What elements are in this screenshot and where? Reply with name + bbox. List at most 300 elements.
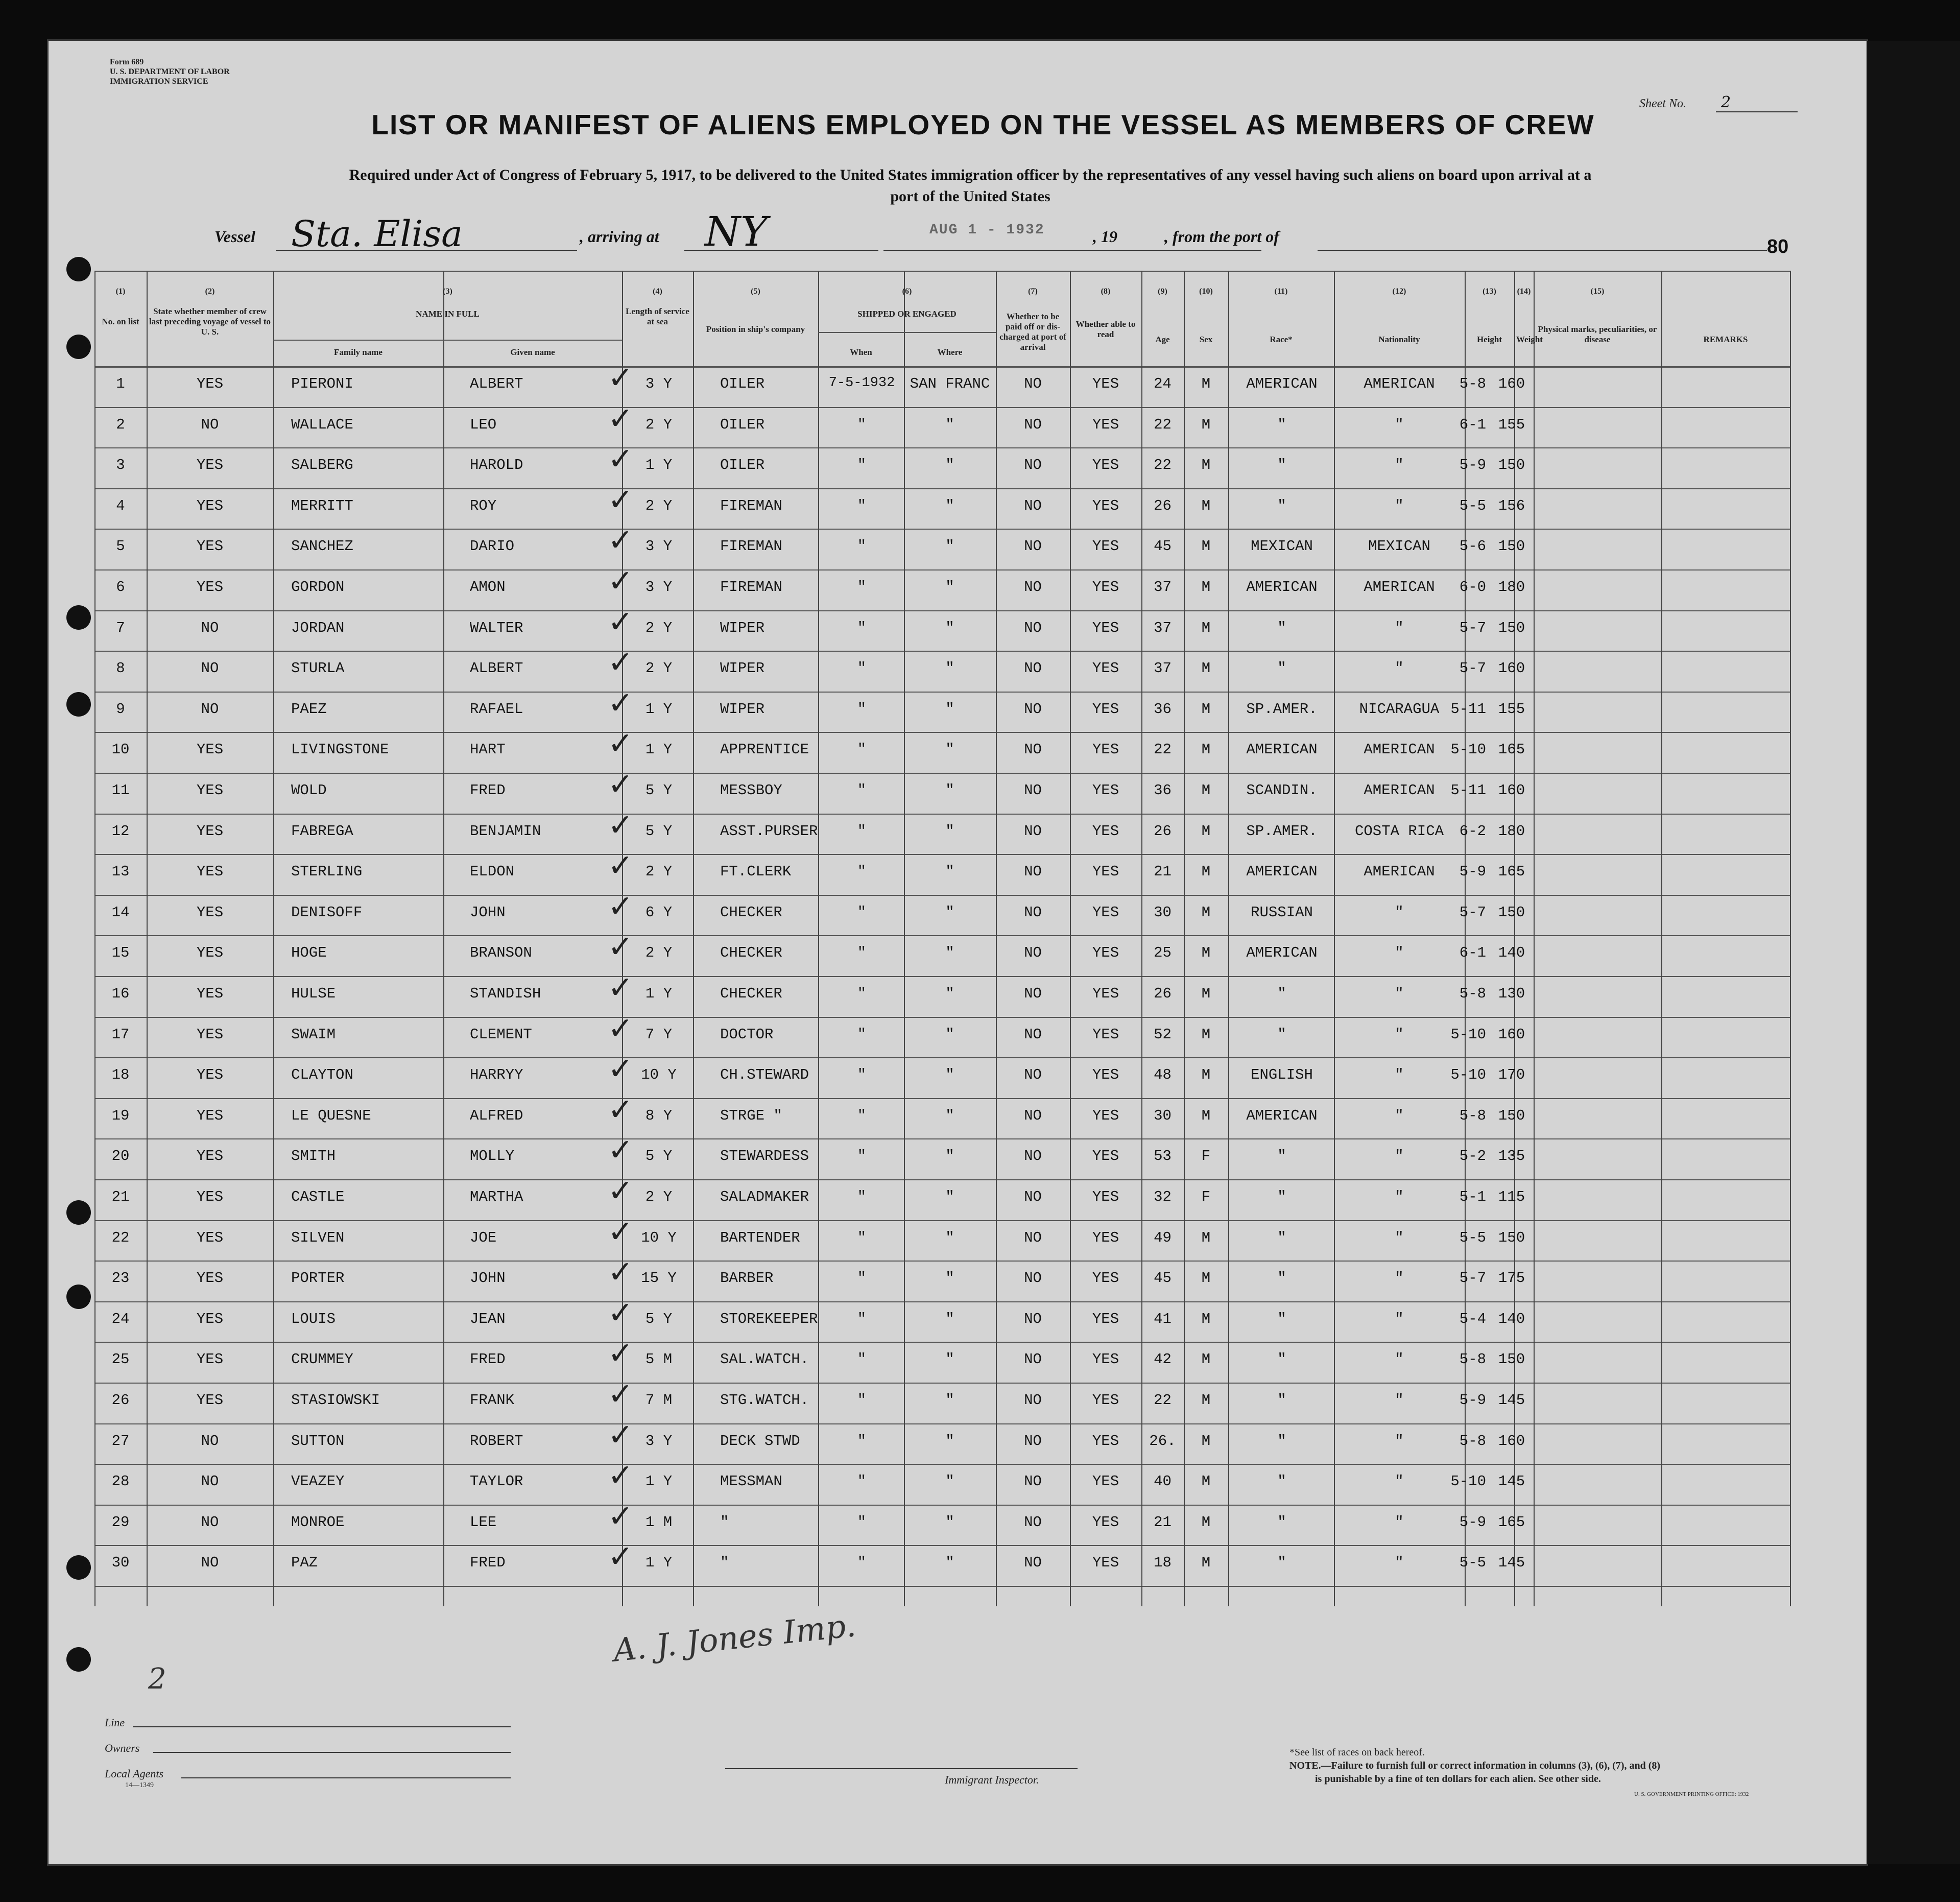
arriving-port: NY	[705, 208, 768, 255]
cell-race: "	[1277, 1554, 1286, 1572]
cell-sex: M	[1201, 700, 1211, 718]
cell-family-name: STERLING	[291, 863, 363, 881]
cell-where: "	[945, 782, 954, 799]
cell-nationality: "	[1395, 1066, 1404, 1084]
cell-family-name: LOUIS	[291, 1310, 336, 1327]
cell-paid-off: NO	[1024, 416, 1042, 433]
cell-position: BARTENDER	[720, 1229, 800, 1246]
cell-race: "	[1277, 1026, 1286, 1043]
cell-service: 5 Y	[645, 1310, 673, 1327]
cell-sex: M	[1201, 660, 1211, 677]
col-no-number: (1)	[115, 287, 126, 296]
cell-given-name: FRED	[470, 1351, 506, 1368]
cell-state: YES	[196, 863, 224, 881]
cell-position: CHECKER	[720, 944, 782, 962]
cell-able-read: YES	[1092, 822, 1119, 840]
cell-able-read: YES	[1092, 1229, 1119, 1246]
cell-height: 5-9	[1459, 1392, 1486, 1409]
cell-where: "	[945, 1432, 954, 1449]
cell-where: "	[945, 660, 954, 677]
cell-where: "	[945, 863, 954, 881]
local-agents-label: Local Agents	[105, 1767, 164, 1780]
cell-where: "	[945, 1107, 954, 1124]
cell-age: 37	[1154, 619, 1172, 636]
cell-service: 7 M	[645, 1392, 673, 1409]
cell-service: 2 Y	[645, 619, 673, 636]
cell-height: 5-8	[1459, 375, 1486, 392]
col-service-number: (4)	[653, 287, 662, 296]
cell-nationality: "	[1395, 904, 1404, 921]
cell-no: 20	[111, 1148, 130, 1165]
cell-nationality: "	[1395, 619, 1404, 636]
cell-race: "	[1277, 1148, 1286, 1165]
cell-no: 14	[111, 904, 130, 921]
cell-age: 21	[1154, 1513, 1172, 1531]
cell-no: 4	[116, 497, 125, 514]
cell-sex: M	[1201, 1473, 1211, 1490]
cell-height: 5-10	[1450, 1473, 1486, 1490]
tally-checkmark: ✓	[608, 1173, 634, 1209]
cell-state: NO	[201, 700, 219, 718]
cell-weight: 145	[1498, 1554, 1525, 1572]
cell-age: 18	[1154, 1554, 1172, 1572]
cell-race: "	[1277, 1270, 1286, 1287]
cell-when: "	[857, 1188, 867, 1205]
cell-when: "	[857, 660, 867, 677]
cell-family-name: STASIOWSKI	[291, 1392, 380, 1409]
form-identifier	[110, 57, 230, 86]
cell-race: AMERICAN	[1246, 863, 1318, 881]
col-height-header: Height	[1476, 335, 1502, 344]
cell-no: 28	[111, 1473, 130, 1490]
cell-able-read: YES	[1092, 1148, 1119, 1165]
cell-no: 7	[116, 619, 125, 636]
cell-age: 24	[1154, 375, 1172, 392]
cell-sex: M	[1201, 1554, 1211, 1572]
row-rule	[94, 1586, 1790, 1587]
cell-where: "	[945, 1554, 954, 1572]
punch-hole	[66, 1285, 91, 1309]
cell-race: MEXICAN	[1251, 538, 1313, 555]
cell-service: 1 Y	[645, 1554, 673, 1572]
cell-given-name: TAYLOR	[470, 1473, 523, 1490]
cell-given-name: ALFRED	[470, 1107, 523, 1124]
tally-checkmark: ✓	[608, 1091, 634, 1128]
name-subheader-rule	[273, 340, 622, 341]
cell-weight: 140	[1498, 944, 1525, 962]
cell-nationality: "	[1395, 1148, 1404, 1165]
cell-race: SP.AMER.	[1246, 700, 1318, 718]
tally-checkmark: ✓	[608, 1214, 634, 1250]
family-name-subheader: Family name	[334, 347, 383, 357]
cell-height: 5-9	[1459, 863, 1486, 881]
col-physical-header: Physical marks, peculiarities, or disease	[1538, 324, 1657, 344]
cell-race: "	[1277, 497, 1286, 514]
cell-height: 5-10	[1450, 741, 1486, 758]
cell-when: "	[857, 1310, 867, 1327]
cell-service: 10 Y	[641, 1066, 677, 1084]
cell-service: 5 M	[645, 1351, 673, 1368]
cell-height: 5-9	[1459, 457, 1486, 474]
cell-given-name: FRED	[470, 782, 506, 799]
cell-paid-off: NO	[1024, 1554, 1042, 1572]
cell-weight: 150	[1498, 904, 1525, 921]
cell-nationality: "	[1395, 1473, 1404, 1490]
cell-weight: 165	[1498, 741, 1525, 758]
cell-no: 16	[111, 985, 130, 1002]
cell-when: "	[857, 863, 867, 881]
cell-where: "	[945, 1513, 954, 1531]
cell-nationality: COSTA RICA	[1354, 822, 1444, 840]
cell-service: 5 Y	[645, 822, 673, 840]
cell-position: FIREMAN	[720, 579, 782, 596]
sheet-number-label: Sheet No.	[1639, 97, 1686, 110]
cell-when: "	[857, 944, 867, 962]
cell-race: "	[1277, 1392, 1286, 1409]
cell-state: YES	[196, 497, 224, 514]
col-name-header: NAME IN FULL	[416, 309, 480, 319]
cell-position: "	[720, 1513, 729, 1531]
cell-sex: M	[1201, 1392, 1211, 1409]
tally-checkmark: ✓	[608, 1458, 634, 1494]
race-footnote: *See list of races on back hereof.	[1289, 1747, 1425, 1758]
cell-state: YES	[196, 1310, 224, 1327]
col-height-number: (13)	[1483, 287, 1496, 296]
cell-no: 1	[116, 375, 125, 392]
cell-age: 49	[1154, 1229, 1172, 1246]
cell-when: "	[857, 1473, 867, 1490]
cell-age: 22	[1154, 457, 1172, 474]
cell-able-read: YES	[1092, 1066, 1119, 1084]
cell-state: YES	[196, 1026, 224, 1043]
cell-age: 32	[1154, 1188, 1172, 1205]
cell-when: "	[857, 1148, 867, 1165]
cell-when: "	[857, 1229, 867, 1246]
cell-position: MESSMAN	[720, 1473, 782, 1490]
cell-paid-off: NO	[1024, 1188, 1042, 1205]
cell-age: 36	[1154, 700, 1172, 718]
cell-paid-off: NO	[1024, 863, 1042, 881]
col-name-number: (3)	[443, 287, 452, 296]
cell-race: "	[1277, 1473, 1286, 1490]
cell-service: 2 Y	[645, 1188, 673, 1205]
col-paid-number: (7)	[1028, 287, 1038, 296]
tally-checkmark: ✓	[608, 807, 634, 843]
cell-height: 5-8	[1459, 1351, 1486, 1368]
cell-state: YES	[196, 944, 224, 962]
cell-no: 30	[111, 1554, 130, 1572]
cell-when: "	[857, 741, 867, 758]
where-subheader: Where	[937, 347, 963, 357]
cell-where: "	[945, 1229, 954, 1246]
cell-paid-off: NO	[1024, 1351, 1042, 1368]
col-state-header: State whether member of crew last preceding voyage of vessel to U. S.	[149, 306, 271, 337]
cell-position: SALADMAKER	[720, 1188, 809, 1205]
cell-family-name: GORDON	[291, 579, 345, 596]
cell-state: NO	[201, 1513, 219, 1531]
cell-weight: 160	[1498, 375, 1525, 392]
cell-height: 5-7	[1459, 1270, 1486, 1287]
cell-paid-off: NO	[1024, 904, 1042, 921]
cell-height: 5-11	[1450, 782, 1486, 799]
cell-height: 5-4	[1459, 1310, 1486, 1327]
note-line-1: NOTE.—Failure to furnish full or correct information in columns (3), (6), (7), and (8)	[1289, 1760, 1661, 1771]
cell-position: DECK STWD	[720, 1432, 800, 1449]
cell-position: CHECKER	[720, 985, 782, 1002]
cell-no: 9	[116, 700, 125, 718]
cell-able-read: YES	[1092, 985, 1119, 1002]
sheet-number-value: 2	[1716, 93, 1798, 112]
cell-when: "	[857, 1026, 867, 1043]
line-label: Line	[105, 1716, 125, 1729]
cell-service: 2 Y	[645, 660, 673, 677]
cell-age: 26	[1154, 497, 1172, 514]
cell-race: "	[1277, 1229, 1286, 1246]
cell-given-name: FRED	[470, 1554, 506, 1572]
cell-nationality: "	[1395, 457, 1404, 474]
cell-family-name: WOLD	[291, 782, 327, 799]
col-shipped-number: (6)	[902, 287, 912, 296]
cell-sex: M	[1201, 1229, 1211, 1246]
cell-state: YES	[196, 822, 224, 840]
cell-family-name: SMITH	[291, 1148, 336, 1165]
tally-checkmark: ✓	[608, 645, 634, 681]
cell-height: 5-9	[1459, 1513, 1486, 1531]
cell-nationality: NICARAGUA	[1359, 700, 1440, 718]
cell-sex: M	[1201, 1270, 1211, 1287]
col-remarks-header: REMARKS	[1703, 335, 1748, 344]
cell-given-name: RAFAEL	[470, 700, 523, 718]
cell-weight: 150	[1498, 457, 1525, 474]
cell-when: "	[857, 579, 867, 596]
cell-family-name: CASTLE	[291, 1188, 345, 1205]
tally-checkmark: ✓	[608, 1498, 634, 1534]
cell-race: "	[1277, 1188, 1286, 1205]
cell-able-read: YES	[1092, 457, 1119, 474]
cell-position: "	[720, 1554, 729, 1572]
cell-able-read: YES	[1092, 497, 1119, 514]
cell-height: 5-11	[1450, 700, 1486, 718]
cell-when: "	[857, 1270, 867, 1287]
cell-weight: 170	[1498, 1066, 1525, 1084]
cell-state: NO	[201, 619, 219, 636]
cell-able-read: YES	[1092, 1554, 1119, 1572]
cell-service: 1 Y	[645, 1473, 673, 1490]
cell-sex: M	[1201, 457, 1211, 474]
cell-able-read: YES	[1092, 416, 1119, 433]
cell-race: "	[1277, 1513, 1286, 1531]
tally-checkmark: ✓	[608, 970, 634, 1006]
cell-when: "	[857, 822, 867, 840]
cell-able-read: YES	[1092, 1392, 1119, 1409]
tally-checkmark: ✓	[608, 929, 634, 965]
cell-sex: M	[1201, 375, 1211, 392]
cell-service: 2 Y	[645, 497, 673, 514]
cell-sex: M	[1201, 416, 1211, 433]
punch-hole	[66, 692, 91, 717]
subtitle-line-1: Required under Act of Congress of February 5, 1917, to be delivered to the United States immigration officer by the representatives of any vessel having such aliens on board upon arrival at a	[349, 167, 1592, 183]
cell-able-read: YES	[1092, 538, 1119, 555]
cell-where: "	[945, 741, 954, 758]
cell-given-name: DARIO	[470, 538, 515, 555]
cell-family-name: MONROE	[291, 1513, 345, 1531]
cell-no: 3	[116, 457, 125, 474]
cell-sex: F	[1201, 1148, 1211, 1165]
cell-when: "	[857, 1432, 867, 1449]
cell-service: 15 Y	[641, 1270, 677, 1287]
cell-no: 27	[111, 1432, 130, 1449]
cell-when: "	[857, 416, 867, 433]
cell-position: ASST.PURSER	[720, 822, 818, 840]
cell-given-name: HARRYY	[470, 1066, 523, 1084]
cell-sex: M	[1201, 863, 1211, 881]
cell-where: "	[945, 1310, 954, 1327]
cell-age: 22	[1154, 1392, 1172, 1409]
cell-position: WIPER	[720, 619, 765, 636]
subtitle-line-2: port of the United States	[890, 188, 1050, 205]
cell-when: "	[857, 1554, 867, 1572]
cell-race: SCANDIN.	[1246, 782, 1318, 799]
col-weight-header: Weight	[1516, 335, 1543, 344]
cell-paid-off: NO	[1024, 1066, 1042, 1084]
vessel-line	[214, 208, 1798, 255]
tally-checkmark: ✓	[608, 1295, 634, 1331]
tally-checkmark: ✓	[608, 400, 634, 437]
cell-where: "	[945, 619, 954, 636]
cell-state: NO	[201, 1473, 219, 1490]
cell-when: "	[857, 700, 867, 718]
cell-sex: M	[1201, 1351, 1211, 1368]
cell-race: AMERICAN	[1246, 579, 1318, 596]
cell-service: 1 Y	[645, 985, 673, 1002]
cell-position: MESSBOY	[720, 782, 782, 799]
cell-position: WIPER	[720, 700, 765, 718]
tally-checkmark: ✓	[608, 1376, 634, 1412]
cell-state: NO	[201, 1554, 219, 1572]
cell-height: 5-7	[1459, 660, 1486, 677]
cell-paid-off: NO	[1024, 1310, 1042, 1327]
cell-age: 30	[1154, 1107, 1172, 1124]
cell-paid-off: NO	[1024, 1432, 1042, 1449]
cell-position: STRGE "	[720, 1107, 782, 1124]
cell-where: "	[945, 1188, 954, 1205]
cell-sex: M	[1201, 538, 1211, 555]
col-physical-number: (15)	[1590, 287, 1605, 296]
cell-weight: 145	[1498, 1392, 1525, 1409]
cell-service: 1 Y	[645, 457, 673, 474]
col-state-number: (2)	[205, 287, 215, 296]
cell-family-name: MERRITT	[291, 497, 353, 514]
cell-when: 7-5-1932	[828, 375, 895, 391]
cell-state: YES	[196, 1188, 224, 1205]
cell-no: 29	[111, 1513, 130, 1531]
note-line-2: is punishable by a fine of ten dollars for each alien. See other side.	[1315, 1773, 1601, 1785]
cell-family-name: JORDAN	[291, 619, 345, 636]
cell-no: 12	[111, 822, 130, 840]
cell-height: 5-8	[1459, 1107, 1486, 1124]
cell-given-name: LEE	[470, 1513, 497, 1531]
cell-no: 18	[111, 1066, 130, 1084]
cell-height: 5-10	[1450, 1026, 1486, 1043]
cell-race: AMERICAN	[1246, 944, 1318, 962]
cell-sex: M	[1201, 1107, 1211, 1124]
cell-where: "	[945, 1026, 954, 1043]
tally-checkmark: ✓	[608, 848, 634, 884]
cell-weight: 145	[1498, 1473, 1525, 1490]
cell-weight: 140	[1498, 1310, 1525, 1327]
cell-paid-off: NO	[1024, 1270, 1042, 1287]
cell-height: 5-5	[1459, 497, 1486, 514]
cell-nationality: "	[1395, 1229, 1404, 1246]
cell-family-name: SANCHEZ	[291, 538, 353, 555]
cell-no: 5	[116, 538, 125, 555]
cell-able-read: YES	[1092, 1432, 1119, 1449]
cell-paid-off: NO	[1024, 1107, 1042, 1124]
cell-weight: 150	[1498, 538, 1525, 555]
cell-age: 45	[1154, 1270, 1172, 1287]
date-stamp: AUG 1 - 1932	[929, 222, 1045, 238]
cell-height: 5-5	[1459, 1229, 1486, 1246]
tally-checkmark: ✓	[608, 1336, 634, 1372]
cell-state: YES	[196, 1148, 224, 1165]
cell-height: 5-6	[1459, 538, 1486, 555]
cell-position: CH.STEWARD	[720, 1066, 809, 1084]
cell-age: 48	[1154, 1066, 1172, 1084]
cell-weight: 175	[1498, 1270, 1525, 1287]
tally-checkmark: ✓	[608, 1539, 634, 1575]
cell-state: YES	[196, 741, 224, 758]
cell-no: 22	[111, 1229, 130, 1246]
cell-when: "	[857, 1513, 867, 1531]
tally-checkmark: ✓	[608, 360, 634, 396]
cell-paid-off: NO	[1024, 1473, 1042, 1490]
cell-no: 23	[111, 1270, 130, 1287]
col-age-number: (9)	[1158, 287, 1167, 296]
inspector-signature: A. J. Jones Imp.	[611, 1606, 858, 1669]
cell-race: "	[1277, 1310, 1286, 1327]
cell-family-name: WALLACE	[291, 416, 353, 433]
cell-height: 5-2	[1459, 1148, 1486, 1165]
cell-service: 2 Y	[645, 416, 673, 433]
cell-service: 6 Y	[645, 904, 673, 921]
cell-position: OILER	[720, 457, 765, 474]
col-nationality-header: Nationality	[1378, 335, 1420, 344]
cell-given-name: JOE	[470, 1229, 497, 1246]
cell-state: YES	[196, 782, 224, 799]
cell-nationality: AMERICAN	[1364, 782, 1435, 799]
cell-age: 25	[1154, 944, 1172, 962]
cell-age: 37	[1154, 660, 1172, 677]
cell-able-read: YES	[1092, 904, 1119, 921]
cell-given-name: ROY	[470, 497, 497, 514]
printer-mark: U. S. GOVERNMENT PRINTING OFFICE: 1932	[1634, 1791, 1749, 1797]
cell-service: 3 Y	[645, 375, 673, 392]
cell-given-name: HART	[470, 741, 506, 758]
cell-age: 45	[1154, 538, 1172, 555]
cell-no: 21	[111, 1188, 130, 1205]
cell-family-name: STURLA	[291, 660, 345, 677]
cell-nationality: "	[1395, 1392, 1404, 1409]
cell-given-name: WALTER	[470, 619, 523, 636]
cell-family-name: DENISOFF	[291, 904, 363, 921]
tally-checkmark: ✓	[608, 604, 634, 640]
tally-checkmark: ✓	[608, 1417, 634, 1453]
cell-nationality: MEXICAN	[1368, 538, 1430, 555]
cell-weight: 165	[1498, 863, 1525, 881]
cell-sex: M	[1201, 497, 1211, 514]
cell-nationality: AMERICAN	[1364, 863, 1435, 881]
cell-position: CHECKER	[720, 904, 782, 921]
